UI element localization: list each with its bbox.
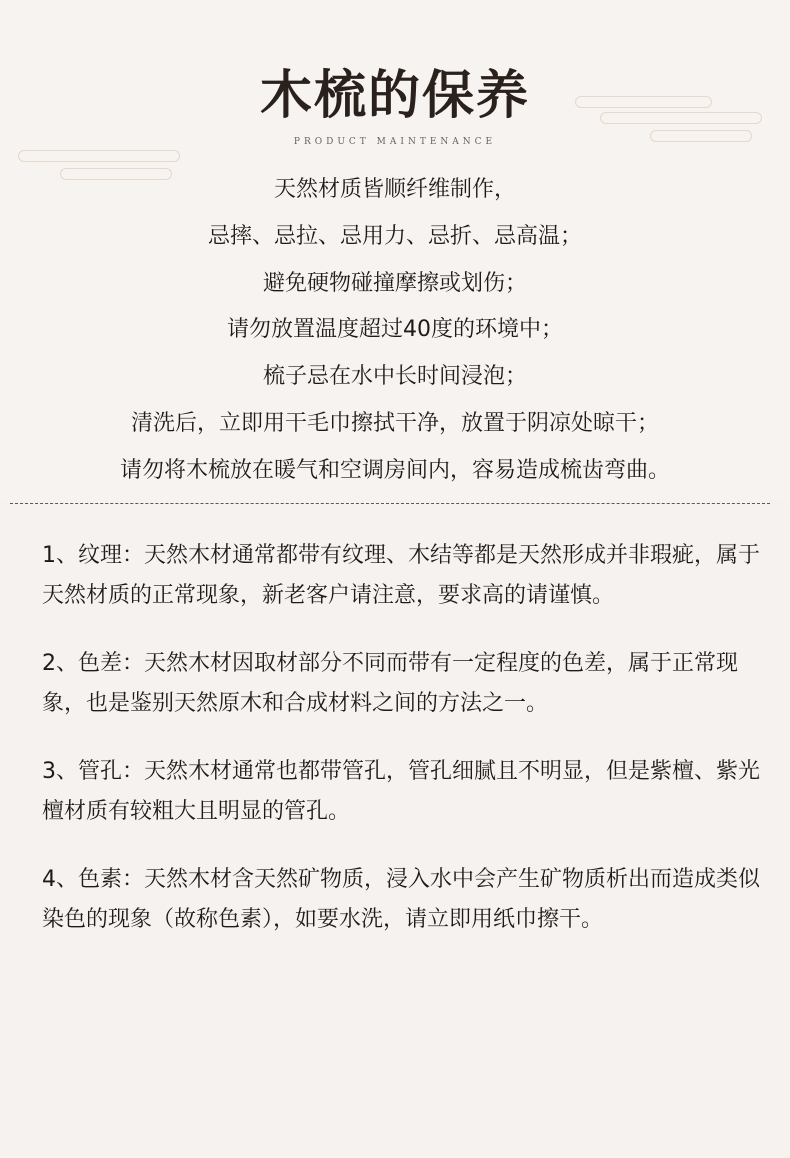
dashed-divider (10, 503, 770, 504)
notes-list (42, 536, 762, 940)
intro-line: 请勿将木梳放在暖气和空调房间内，容易造成梳齿弯曲。 (119, 457, 670, 483)
note-color-difference: 2、色差：天然木材因取材部分不同而带有一定程度的色差，属于正常现象，也是鉴别天然原木和合成材料之间的方法之一。 (42, 651, 738, 716)
page-subtitle: PRODUCT MAINTENANCE (293, 137, 497, 147)
intro-line: 忌摔、忌拉、忌用力、忌折、忌高温； (207, 223, 582, 249)
note-pores: 3、管孔：天然木材通常也都带管孔，管孔细腻且不明显，但是紫檀、紫光檀材质有较粗大且明显的管孔。 (42, 759, 760, 824)
intro-line: 清洗后，立即用干毛巾擦拭干净，放置于阴凉处晾干； (130, 410, 659, 436)
page-title: 木梳的保养 (259, 66, 530, 126)
intro-line: 梳子忌在水中长时间浸泡； (262, 364, 527, 390)
care-instructions (0, 167, 790, 495)
intro-line: 请勿放置温度超过40度的环境中； (227, 317, 563, 343)
intro-line: 避免硬物碰撞摩擦或划伤； (262, 270, 527, 296)
note-texture: 1、纹理：天然木材通常都带有纹理、木结等都是天然形成并非瑕疵，属于天然材质的正常现象，新老客户请注意，要求高的请谨慎。 (42, 543, 760, 608)
intro-line: 天然材质皆顺纤维制作， (273, 177, 516, 202)
note-pigment: 4、色素：天然木材含天然矿物质，浸入水中会产生矿物质析出而造成类似染色的现象（故称色素），如要水洗，请立即用纸巾擦干。 (42, 867, 760, 932)
cloud-decoration-left (18, 150, 180, 162)
